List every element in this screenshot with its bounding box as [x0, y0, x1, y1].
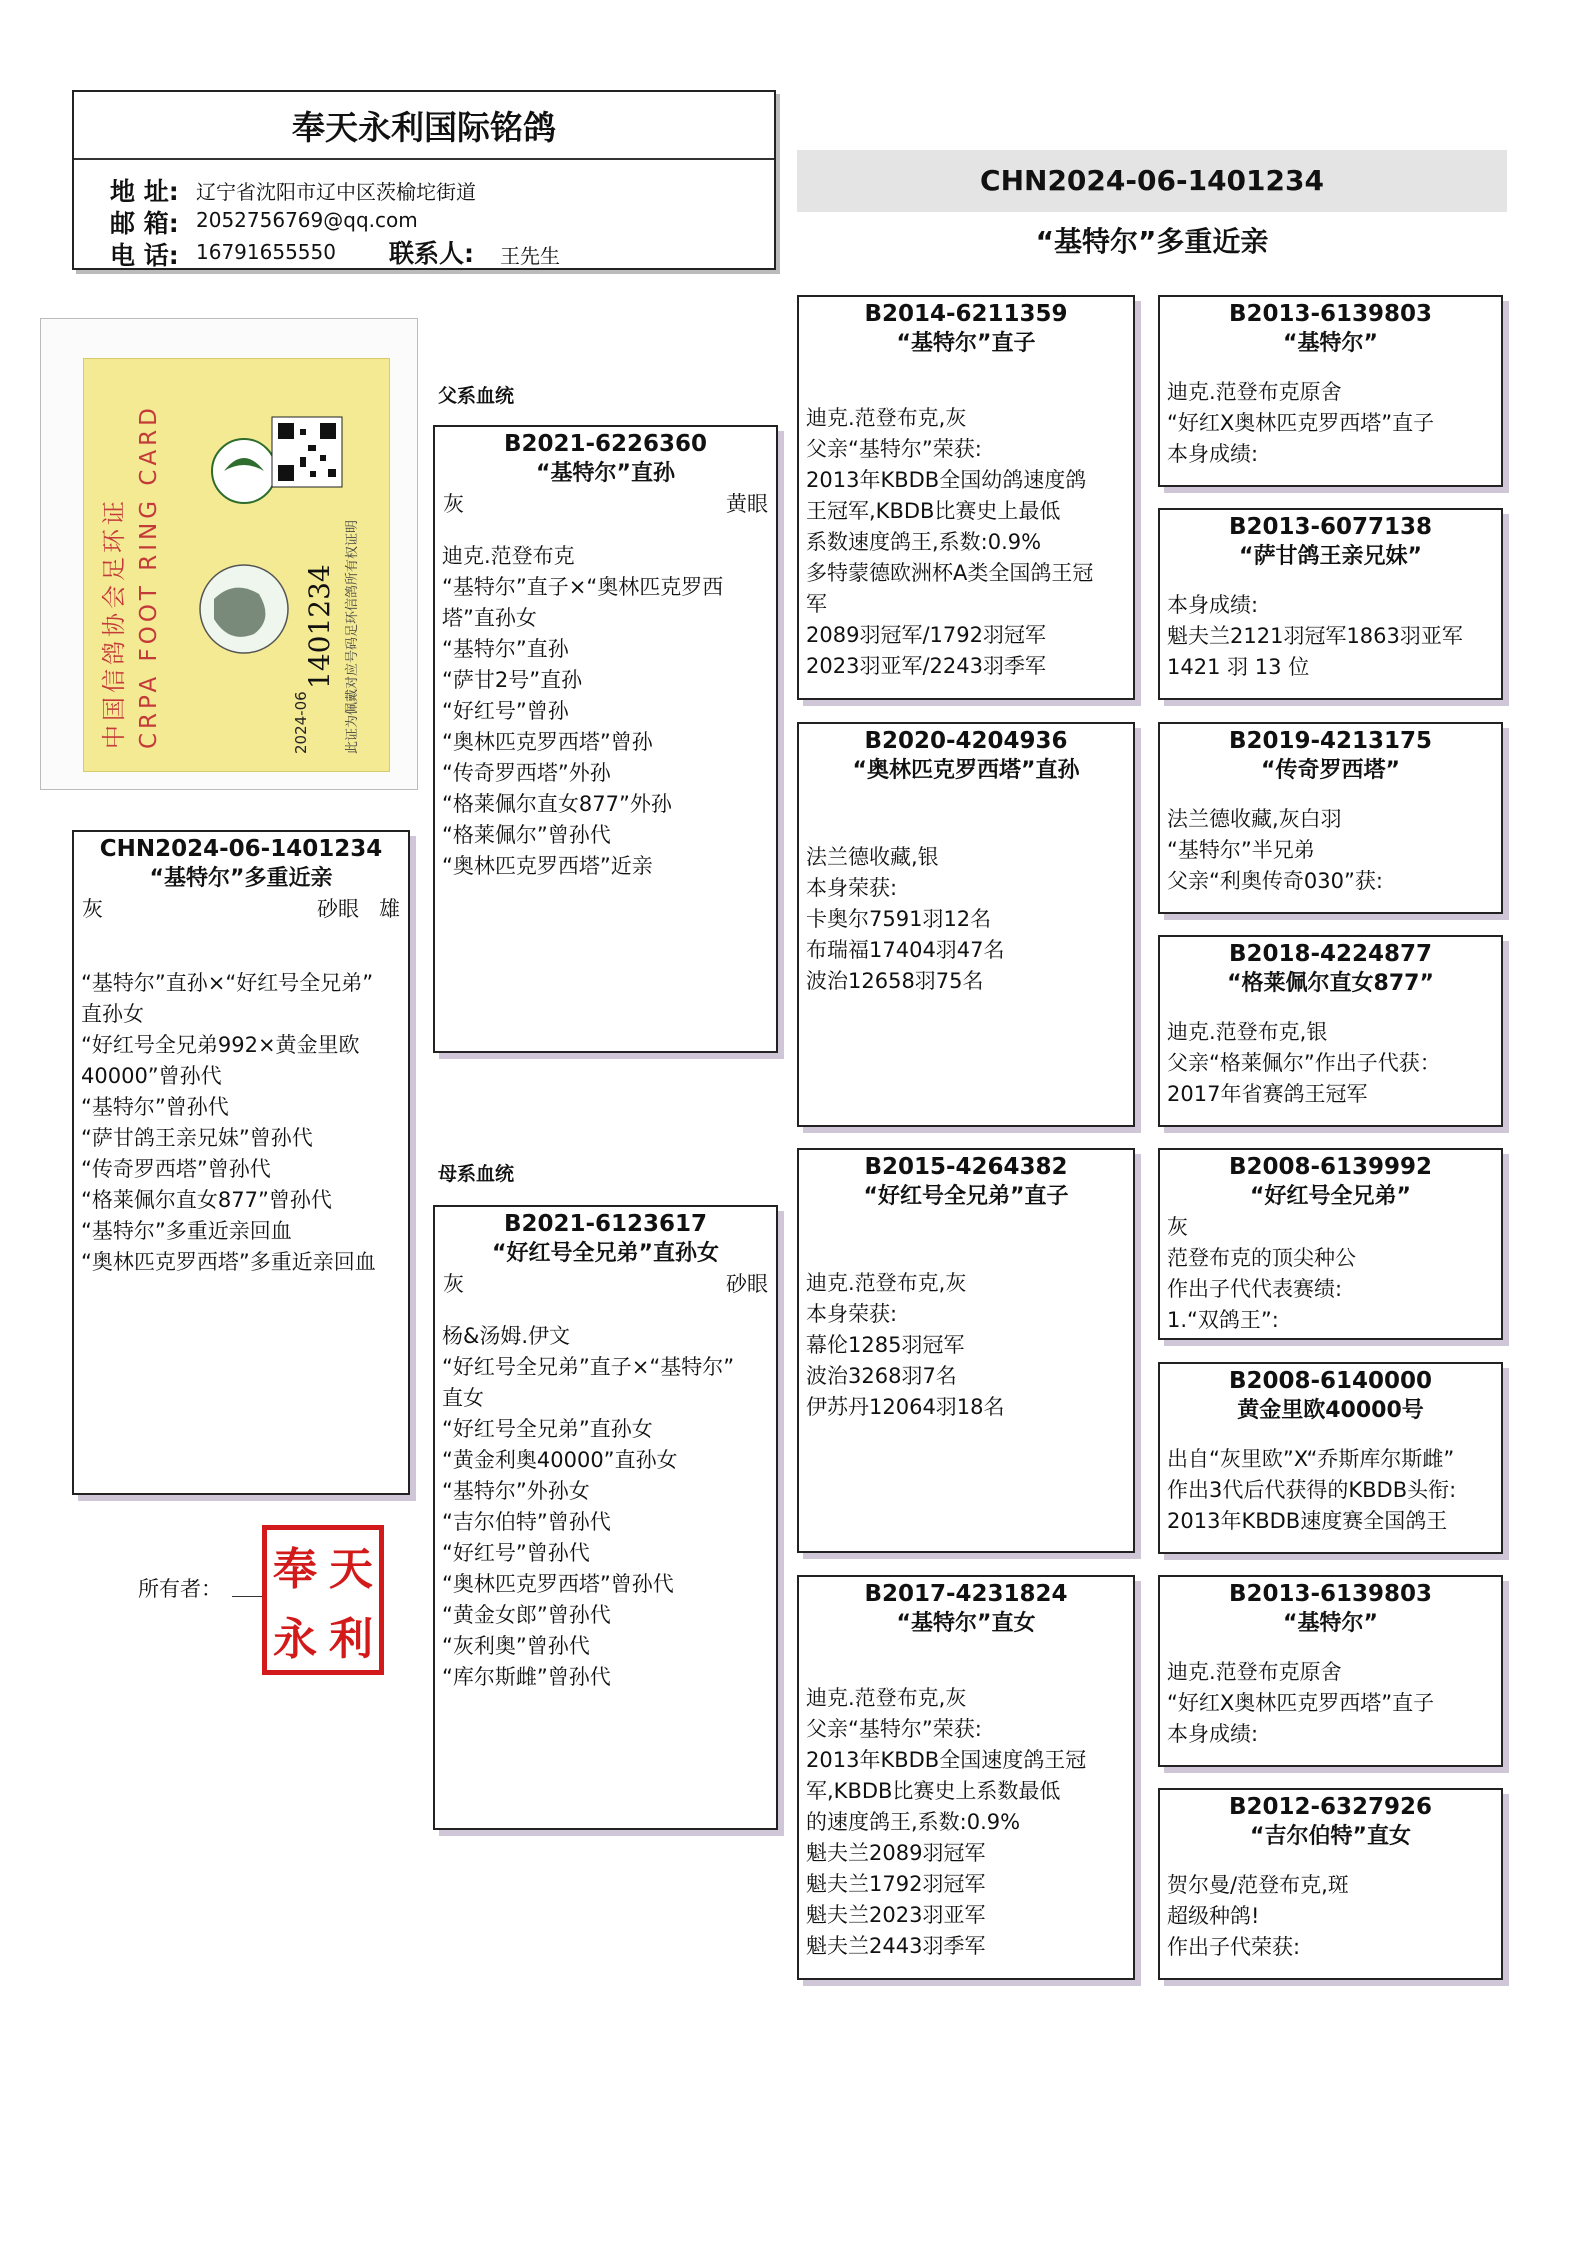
pedigree-line: 魁夫兰2023羽亚军 [806, 1903, 986, 1927]
pedigree-line: 迪克.范登布克 [442, 544, 575, 568]
sire-eye: 黄眼 [726, 492, 768, 516]
pedigree-line: “吉尔伯特”曾孙代 [442, 1510, 611, 1534]
pedigree-line: 军 [806, 592, 827, 616]
pedigree-line: “基特尔”曾孙代 [81, 1095, 229, 1119]
divider [74, 158, 774, 160]
gp-name: “好红号全兄弟”直子 [863, 1184, 1069, 1209]
subject-name: “基特尔”多重近亲 [149, 866, 333, 891]
dam-lines [435, 1321, 776, 1693]
owner-seal-stamp [262, 1525, 384, 1675]
loft-title: 奉天永利国际铭鸽 [292, 108, 556, 147]
gp-name: “奥林匹克罗西塔”直孙 [852, 758, 1080, 783]
subject-ring: CHN2024-06-1401234 [99, 836, 383, 862]
gp-ring: B2015-4264382 [864, 1154, 1068, 1180]
ggp-name: “基特尔” [1283, 1611, 1378, 1636]
pedigree-line: 2013年KBDB全国幼鸽速度鸽 [806, 468, 1087, 492]
pedigree-line: 40000”曾孙代 [81, 1064, 222, 1088]
pedigree-line: 直女 [442, 1386, 484, 1410]
sire-ring: B2021-6226360 [503, 431, 708, 457]
sire-box [433, 425, 778, 1053]
ggp-lines [1160, 1444, 1501, 1537]
pedigree-line: 迪克.范登布克原舍 [1167, 380, 1342, 404]
gp-name: “基特尔”直子 [896, 331, 1036, 356]
grandparent-box-1 [797, 295, 1135, 700]
pedigree-line: 直孙女 [81, 1002, 144, 1026]
ggp-ring: B2013-6139803 [1228, 1581, 1433, 1607]
pedigree-line: 本身荣获: [806, 1302, 898, 1326]
pedigree-line: “格莱佩尔直女877”曾孙代 [81, 1188, 332, 1212]
ggp-name: “萨甘鸽王亲兄妹” [1239, 544, 1422, 569]
pedigree-line: “好红X奥林匹克罗西塔”直子 [1167, 1691, 1435, 1715]
pigeon-name-title: “基特尔”多重近亲 [1035, 225, 1269, 258]
subject-pigeon-box [72, 830, 410, 1495]
pedigree-line: “奥林匹克罗西塔”曾孙代 [442, 1572, 674, 1596]
pedigree-line: 1421 羽 13 位 [1167, 655, 1310, 679]
pedigree-line: “好红X奥林匹克罗西塔”直子 [1167, 411, 1435, 435]
email-label: 邮 箱: [110, 209, 179, 238]
pedigree-line: 作出子代代表赛绩: [1167, 1277, 1343, 1301]
great-grandparent-box-4 [1158, 935, 1503, 1127]
gp-ring: B2017-4231824 [864, 1581, 1068, 1607]
ggp-ring: B2008-6140000 [1228, 1368, 1433, 1394]
dam-box [433, 1205, 778, 1830]
pedigree-line: 魁夫兰2443羽季军 [806, 1934, 986, 1958]
phone-value: 16791655550 [196, 240, 336, 264]
phone-label: 电 话: [110, 241, 179, 270]
ggp-ring: B2019-4213175 [1228, 728, 1433, 754]
gp-lines [799, 842, 1133, 997]
pedigree-line: “基特尔”多重近亲回血 [81, 1219, 292, 1243]
pedigree-line: 本身荣获: [806, 876, 898, 900]
pedigree-line: 波治12658羽75名 [806, 969, 984, 993]
ggp-ring: B2008-6139992 [1228, 1154, 1433, 1180]
stamp-char: 永 [273, 1614, 317, 1665]
pedigree-line: 布瑞福17404羽47名 [806, 938, 1005, 962]
pedigree-line: 2089羽冠军/1792羽冠军 [806, 623, 1046, 647]
pedigree-line: 迪克.范登布克,灰 [806, 1686, 967, 1710]
sire-color: 灰 [443, 492, 464, 516]
sire-lines [435, 541, 776, 882]
pedigree-line: “好红号全兄弟”直孙女 [442, 1417, 653, 1441]
owner-info-box [72, 90, 776, 270]
ggp-lines [1160, 1212, 1501, 1336]
grandparent-box-4 [797, 1575, 1135, 1980]
contact-value: 王先生 [500, 244, 560, 268]
pedigree-line: “好红号全兄弟992×黄金里欧 [81, 1033, 360, 1057]
ggp-name: “好红号全兄弟” [1250, 1184, 1411, 1209]
pedigree-line: “基特尔”半兄弟 [1167, 838, 1315, 862]
pedigree-line: “萨甘鸽王亲兄妹”曾孙代 [81, 1126, 313, 1150]
ring-number-title: CHN2024-06-1401234 [980, 164, 1324, 197]
pedigree-line: 魁夫兰2089羽冠军 [806, 1841, 986, 1865]
pedigree-line: “库尔斯雌”曾孙代 [442, 1665, 611, 1689]
pedigree-line: 贺尔曼/范登布克,斑 [1167, 1873, 1349, 1897]
owner-sign-label: 所有者： [138, 1577, 222, 1601]
sire-name: “基特尔”直孙 [536, 461, 675, 486]
dam-ring: B2021-6123617 [503, 1211, 708, 1237]
pedigree-line: 灰 [1167, 1215, 1188, 1239]
pedigree-line: 迪克.范登布克,灰 [806, 1271, 967, 1295]
ggp-ring: B2013-6077138 [1228, 514, 1433, 540]
ggp-lines [1160, 1870, 1501, 1963]
email-value: 2052756769@qq.com [196, 208, 418, 232]
ring-card-graphic [84, 359, 389, 771]
pedigree-line: “基特尔”直子×“奥林匹克罗西 [442, 575, 724, 599]
pedigree-line: 2017年省赛鸽王冠军 [1167, 1082, 1368, 1106]
address-value: 辽宁省沈阳市辽中区茨榆坨街道 [196, 180, 476, 204]
pedigree-line: 的速度鸽王,系数:0.9% [806, 1810, 1021, 1834]
pedigree-line: 卡奥尔7591羽12名 [806, 907, 992, 931]
pedigree-line: 2023羽亚军/2243羽季军 [806, 654, 1046, 678]
pedigree-line: “传奇罗西塔”曾孙代 [81, 1157, 271, 1181]
pedigree-line: 范登布克的顶尖种公 [1167, 1246, 1356, 1270]
pedigree-line: 父亲“基特尔”荣获: [806, 1717, 982, 1741]
gp-lines [799, 403, 1133, 682]
pedigree-line: 魁夫兰2121羽冠军1863羽亚军 [1167, 624, 1463, 648]
pedigree-line: 系数速度鸽王,系数:0.9% [806, 530, 1042, 554]
stamp-char: 奉 [273, 1544, 317, 1595]
pedigree-line: 迪克.范登布克,灰 [806, 406, 967, 430]
sire-line-label: 父系血统 [438, 385, 515, 407]
pedigree-line: 2013年KBDB速度赛全国鸽王 [1167, 1509, 1448, 1533]
pedigree-line: 杨&汤姆.伊文 [442, 1324, 571, 1348]
ggp-name: 黄金里欧40000号 [1237, 1398, 1424, 1423]
gp-ring: B2014-6211359 [864, 301, 1068, 327]
ggp-ring: B2018-4224877 [1228, 941, 1433, 967]
pedigree-line: 父亲“基特尔”荣获: [806, 437, 982, 461]
ggp-name: “格莱佩尔直女877” [1227, 971, 1434, 996]
pedigree-line: 塔”直孙女 [442, 606, 537, 630]
gp-lines [799, 1268, 1133, 1423]
card-ring-prefix: 2024-06 [292, 691, 310, 754]
gp-ring: B2020-4204936 [864, 728, 1068, 754]
ggp-lines [1160, 1017, 1501, 1110]
ring-header [797, 150, 1507, 212]
dam-color: 灰 [443, 1272, 464, 1296]
pedigree-line: 本身成绩: [1167, 1722, 1259, 1746]
pedigree-line: 多特蒙德欧洲杯A类全国鸽王冠 [806, 561, 1094, 585]
pedigree-line: “好红号”曾孙 [442, 699, 569, 723]
stamp-char: 利 [329, 1614, 373, 1665]
pedigree-line: “黄金利奥40000”直孙女 [442, 1448, 678, 1472]
pedigree-line: “好红号全兄弟”直子×“基特尔” [442, 1355, 735, 1379]
ggp-ring: B2013-6139803 [1228, 301, 1433, 327]
pedigree-line: 王冠军,KBDB比赛史上最低 [806, 499, 1061, 523]
great-grandparent-box-5 [1158, 1148, 1503, 1340]
ggp-name: “基特尔” [1283, 331, 1378, 356]
pedigree-line: 本身成绩: [1167, 442, 1259, 466]
pedigree-line: “基特尔”外孙女 [442, 1479, 590, 1503]
ggp-lines [1160, 804, 1501, 897]
grandparent-box-3 [797, 1148, 1135, 1553]
card-ring-number: 1401234 [303, 564, 336, 689]
pedigree-line: “奥林匹克罗西塔”近亲 [442, 854, 653, 878]
pedigree-line: “黄金女郎”曾孙代 [442, 1603, 611, 1627]
pedigree-line: 伊苏丹12064羽18名 [806, 1395, 1005, 1419]
pedigree-line: 1.“双鸽王”: [1167, 1308, 1279, 1332]
pedigree-line: 波治3268羽7名 [806, 1364, 957, 1388]
pedigree-line: 超级种鸽! [1167, 1904, 1260, 1928]
pedigree-line: 作出子代荣获: [1167, 1935, 1301, 1959]
ggp-name: “吉尔伯特”直女 [1250, 1824, 1411, 1849]
address-label: 地 址: [110, 177, 179, 206]
pedigree-line: 魁夫兰1792羽冠军 [806, 1872, 986, 1896]
signature-line [232, 1596, 266, 1597]
subject-lines [74, 968, 408, 1278]
pedigree-line: “格莱佩尔直女877”外孙 [442, 792, 672, 816]
dam-line-label: 母系血统 [438, 1163, 515, 1185]
pedigree-line: 军,KBDB比赛史上系数最低 [806, 1779, 1061, 1803]
card-note: 此证为佩戴对应号码足环信鸽所有权证明 [345, 519, 360, 754]
stamp-char: 天 [329, 1544, 373, 1595]
great-grandparent-box-7 [1158, 1575, 1503, 1767]
pedigree-line: 法兰德收藏,银 [806, 845, 939, 869]
subject-color: 灰 [82, 897, 103, 921]
great-grandparent-box-1 [1158, 295, 1503, 487]
card-cn-title: 中国信鸽协会足环证 [100, 497, 128, 749]
subject-eye: 砂眼 [316, 897, 359, 921]
pedigree-line: “传奇罗西塔”外孙 [442, 761, 611, 785]
great-grandparent-box-3 [1158, 722, 1503, 914]
crpa-logo-icon [212, 439, 276, 503]
ggp-lines [1160, 590, 1501, 683]
pedigree-line: 父亲“利奥传奇030”获: [1167, 869, 1383, 893]
great-grandparent-box-8 [1158, 1788, 1503, 1980]
pedigree-line: “灰利奥”曾孙代 [442, 1634, 590, 1658]
pedigree-line: “奥林匹克罗西塔”多重近亲回血 [81, 1250, 376, 1274]
pedigree-line: 作出3代后代获得的KBDB头衔: [1167, 1478, 1457, 1502]
pedigree-line: 法兰德收藏,灰白羽 [1167, 807, 1342, 831]
grandparent-box-2 [797, 722, 1135, 1127]
pedigree-line: “基特尔”直孙 [442, 637, 569, 661]
great-grandparent-box-6 [1158, 1362, 1503, 1554]
pedigree-line: 迪克.范登布克,银 [1167, 1020, 1328, 1044]
pedigree-line: 本身成绩: [1167, 593, 1259, 617]
ring-card [83, 358, 390, 772]
pedigree-line: 2013年KBDB全国速度鸽王冠 [806, 1748, 1087, 1772]
pedigree-line: 出自“灰里欧”X“乔斯库尔斯雌” [1167, 1447, 1455, 1471]
pedigree-line: “基特尔”直孙×“好红号全兄弟” [81, 971, 374, 995]
pedigree-line: 幕伦1285羽冠军 [806, 1333, 965, 1357]
contact-label: 联系人: [389, 239, 474, 268]
gp-lines [799, 1683, 1133, 1962]
gp-name: “基特尔”直女 [896, 1611, 1036, 1636]
dam-eye: 砂眼 [726, 1272, 768, 1296]
pedigree-line: “萨甘2号”直孙 [442, 668, 583, 692]
ggp-ring: B2012-6327926 [1228, 1794, 1433, 1820]
pedigree-line: “奥林匹克罗西塔”曾孙 [442, 730, 653, 754]
subject-sex: 雄 [379, 897, 400, 921]
pedigree-line: “好红号”曾孙代 [442, 1541, 590, 1565]
dam-name: “好红号全兄弟”直孙女 [492, 1241, 719, 1266]
pedigree-line: “格莱佩尔”曾孙代 [442, 823, 611, 847]
pedigree-line: 迪克.范登布克原舍 [1167, 1660, 1342, 1684]
ggp-lines [1160, 1657, 1501, 1750]
pedigree-line: 父亲“格莱佩尔”作出子代获： [1167, 1051, 1441, 1075]
card-en-title: CRPA FOOT RING CARD [136, 404, 162, 749]
ggp-name: “传奇罗西塔” [1261, 758, 1400, 783]
great-grandparent-box-2 [1158, 508, 1503, 700]
ggp-lines [1160, 377, 1501, 470]
